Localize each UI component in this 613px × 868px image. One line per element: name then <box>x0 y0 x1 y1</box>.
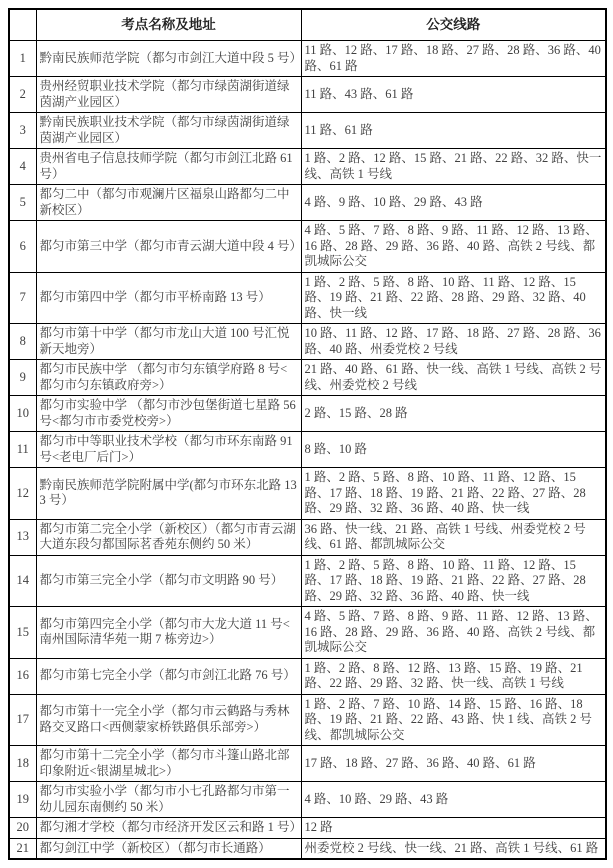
bus-routes-cell: 4 路、9 路、10 路、29 路、43 路 <box>301 185 606 221</box>
bus-routes-cell: 11 路、61 路 <box>301 113 606 149</box>
site-name-address-cell: 都匀市第十中学（都匀市龙山大道 100 号汇悦新天地旁） <box>36 324 301 360</box>
table-row <box>9 113 606 149</box>
row-index-cell: 16 <box>9 658 36 694</box>
row-index-cell: 8 <box>9 324 36 360</box>
bus-routes-cell: 4 路、10 路、29 路、43 路 <box>301 782 606 818</box>
table-row <box>9 396 606 432</box>
table-header-row <box>9 9 606 41</box>
table-row <box>9 41 606 77</box>
table-row <box>9 838 606 859</box>
site-name-address-cell: 都匀市第三中学（都匀市青云湖大道中段 4 号） <box>36 221 301 273</box>
site-name-address-cell: 都匀市第四完全小学（都匀市大龙大道 11 号<南州国际清华苑一期 7 栋旁边>） <box>36 607 301 659</box>
site-name-address-cell: 都匀市第七完全小学（都匀市剑江北路 76 号） <box>36 658 301 694</box>
row-index-cell: 17 <box>9 694 36 746</box>
row-index-cell: 19 <box>9 782 36 818</box>
row-index-cell: 11 <box>9 432 36 468</box>
bus-routes-cell: 17 路、18 路、27 路、36 路、40 路、61 路 <box>301 746 606 782</box>
site-name-address-cell: 贵州省电子信息技师学院（都匀市剑江北路 61 号） <box>36 149 301 185</box>
site-name-address-cell: 黔南民族师范学院附属中学(都匀市环东北路 133 号） <box>36 468 301 520</box>
row-index-cell: 7 <box>9 272 36 324</box>
site-name-address-cell: 都匀市第二完全小学（新校区）（都匀市青云湖大道东段匀都国际茗香苑东侧约 50 米） <box>36 519 301 555</box>
bus-routes-cell: 1 路、2 路、5 路、8 路、10 路、11 路、12 路、15 路、17 路、18 路、19 路、21 路、22 路、27 路、28 路、29 路、32 路、36 路、40 路、快一线 <box>301 555 606 607</box>
bus-routes-cell: 1 路、2 路、5 路、8 路、10 路、11 路、12 路、15 路、19 路、21 路、22 路、28 路、29 路、32 路、40 路、快一线 <box>301 272 606 324</box>
exam-bus-routes-table <box>8 8 607 860</box>
table-row <box>9 519 606 555</box>
site-name-address-cell: 都匀市第十一完全小学（都匀市云鹤路与秀林路交叉路口<西侧蒙家桥铁路俱乐部旁>） <box>36 694 301 746</box>
site-name-address-cell: 都匀市实验中学 （都匀市沙包堡街道七星路 56 号<都匀市市委党校旁>） <box>36 396 301 432</box>
bus-routes-cell: 2 路、15 路、28 路 <box>301 396 606 432</box>
site-name-address-cell: 都匀市民族中学 （都匀市匀东镇学府路 8 号<都匀市匀东镇政府旁>） <box>36 360 301 396</box>
bus-routes-cell: 12 路 <box>301 818 606 839</box>
row-index-cell: 3 <box>9 113 36 149</box>
table-row <box>9 607 606 659</box>
bus-routes-cell: 10 路、11 路、12 路、17 路、18 路、27 路、28 路、36 路、40 路、州委党校 2 号线 <box>301 324 606 360</box>
table-row <box>9 272 606 324</box>
site-name-address-cell: 贵州经贸职业技术学院（都匀市绿茵湖街道绿茵湖产业园区） <box>36 77 301 113</box>
table-row <box>9 432 606 468</box>
bus-routes-cell: 1 路、2 路、7 路、10 路、14 路、15 路、16 路、18 路、19 路、21 路、22 路、43 路、快 1 线、高铁 2 号线、都凯城际公交 <box>301 694 606 746</box>
table-row <box>9 324 606 360</box>
bus-routes-cell: 36 路、快一线、21 路、高铁 1 号线、州委党校 2 号线、61 路、都凯城际公交 <box>301 519 606 555</box>
site-name-address-cell: 黔南民族职业技术学院（都匀市绿茵湖街道绿茵湖产业园区） <box>36 113 301 149</box>
table-row <box>9 77 606 113</box>
bus-routes-cell: 1 路、2 路、12 路、15 路、21 路、22 路、32 路、快一线、高铁 1 号线 <box>301 149 606 185</box>
row-index-cell: 9 <box>9 360 36 396</box>
row-index-cell: 21 <box>9 838 36 859</box>
table-row <box>9 360 606 396</box>
row-index-cell: 4 <box>9 149 36 185</box>
col-header-index <box>9 9 36 41</box>
row-index-cell: 12 <box>9 468 36 520</box>
row-index-cell: 20 <box>9 818 36 839</box>
table-row <box>9 782 606 818</box>
bus-routes-cell: 4 路、5 路、7 路、8 路、9 路、11 路、12 路、13 路、16 路、28 路、29 路、36 路、40 路、高铁 2 号线、都凯城际公交 <box>301 221 606 273</box>
bus-routes-cell: 8 路、10 路 <box>301 432 606 468</box>
table-row <box>9 555 606 607</box>
table-row <box>9 818 606 839</box>
table-row <box>9 185 606 221</box>
site-name-address-cell: 都匀市第四中学（都匀市平桥南路 13 号） <box>36 272 301 324</box>
bus-routes-cell: 1 路、2 路、5 路、8 路、10 路、11 路、12 路、15 路、17 路、18 路、19 路、21 路、22 路、27 路、28 路、29 路、32 路、36 路、40 路、快一线 <box>301 468 606 520</box>
table-row <box>9 658 606 694</box>
bus-routes-cell: 4 路、5 路、7 路、8 路、9 路、11 路、12 路、13 路、16 路、28 路、29 路、36 路、40 路、高铁 2 号线、都凯城际公交 <box>301 607 606 659</box>
col-header-bus-routes: 公交线路 <box>301 9 606 41</box>
bus-routes-cell: 11 路、43 路、61 路 <box>301 77 606 113</box>
site-name-address-cell: 都匀市实验小学（都匀市小七孔路都匀市第一幼儿园东南侧约 50 米） <box>36 782 301 818</box>
site-name-address-cell: 都匀市中等职业技术学校（都匀市环东南路 91 号<老电厂后门>） <box>36 432 301 468</box>
site-name-address-cell: 都匀二中（都匀市观澜片区福泉山路都匀二中新校区） <box>36 185 301 221</box>
table-row <box>9 746 606 782</box>
site-name-address-cell: 黔南民族师范学院（都匀市剑江大道中段 5 号） <box>36 41 301 77</box>
site-name-address-cell: 都匀剑江中学（新校区）（都匀市长通路） <box>36 838 301 859</box>
row-index-cell: 1 <box>9 41 36 77</box>
table-row <box>9 149 606 185</box>
bus-routes-cell: 1 路、2 路、8 路、12 路、13 路、15 路、19 路、21 路、22 路、29 路、32 路、快一线、高铁 1 号线 <box>301 658 606 694</box>
row-index-cell: 2 <box>9 77 36 113</box>
bus-routes-cell: 21 路、40 路、61 路、快一线、高铁 1 号线、高铁 2 号线、州委党校 2 号线 <box>301 360 606 396</box>
row-index-cell: 5 <box>9 185 36 221</box>
bus-routes-cell: 州委党校 2 号线、快一线、21 路、高铁 1 号线、61 路 <box>301 838 606 859</box>
row-index-cell: 10 <box>9 396 36 432</box>
table-row <box>9 221 606 273</box>
col-header-site-name-address: 考点名称及地址 <box>36 9 301 41</box>
table-row <box>9 468 606 520</box>
site-name-address-cell: 都匀市第十二完全小学（都匀市斗篷山路北部印象附近<银湖星城北>） <box>36 746 301 782</box>
row-index-cell: 18 <box>9 746 36 782</box>
bus-routes-cell: 11 路、12 路、17 路、18 路、27 路、28 路、36 路、40 路、61 路 <box>301 41 606 77</box>
table-row <box>9 694 606 746</box>
site-name-address-cell: 都匀市第三完全小学（都匀市文明路 90 号） <box>36 555 301 607</box>
row-index-cell: 13 <box>9 519 36 555</box>
row-index-cell: 15 <box>9 607 36 659</box>
table-body <box>9 41 606 860</box>
row-index-cell: 14 <box>9 555 36 607</box>
row-index-cell: 6 <box>9 221 36 273</box>
site-name-address-cell: 都匀湘才学校（都匀市经济开发区云和路 1 号） <box>36 818 301 839</box>
